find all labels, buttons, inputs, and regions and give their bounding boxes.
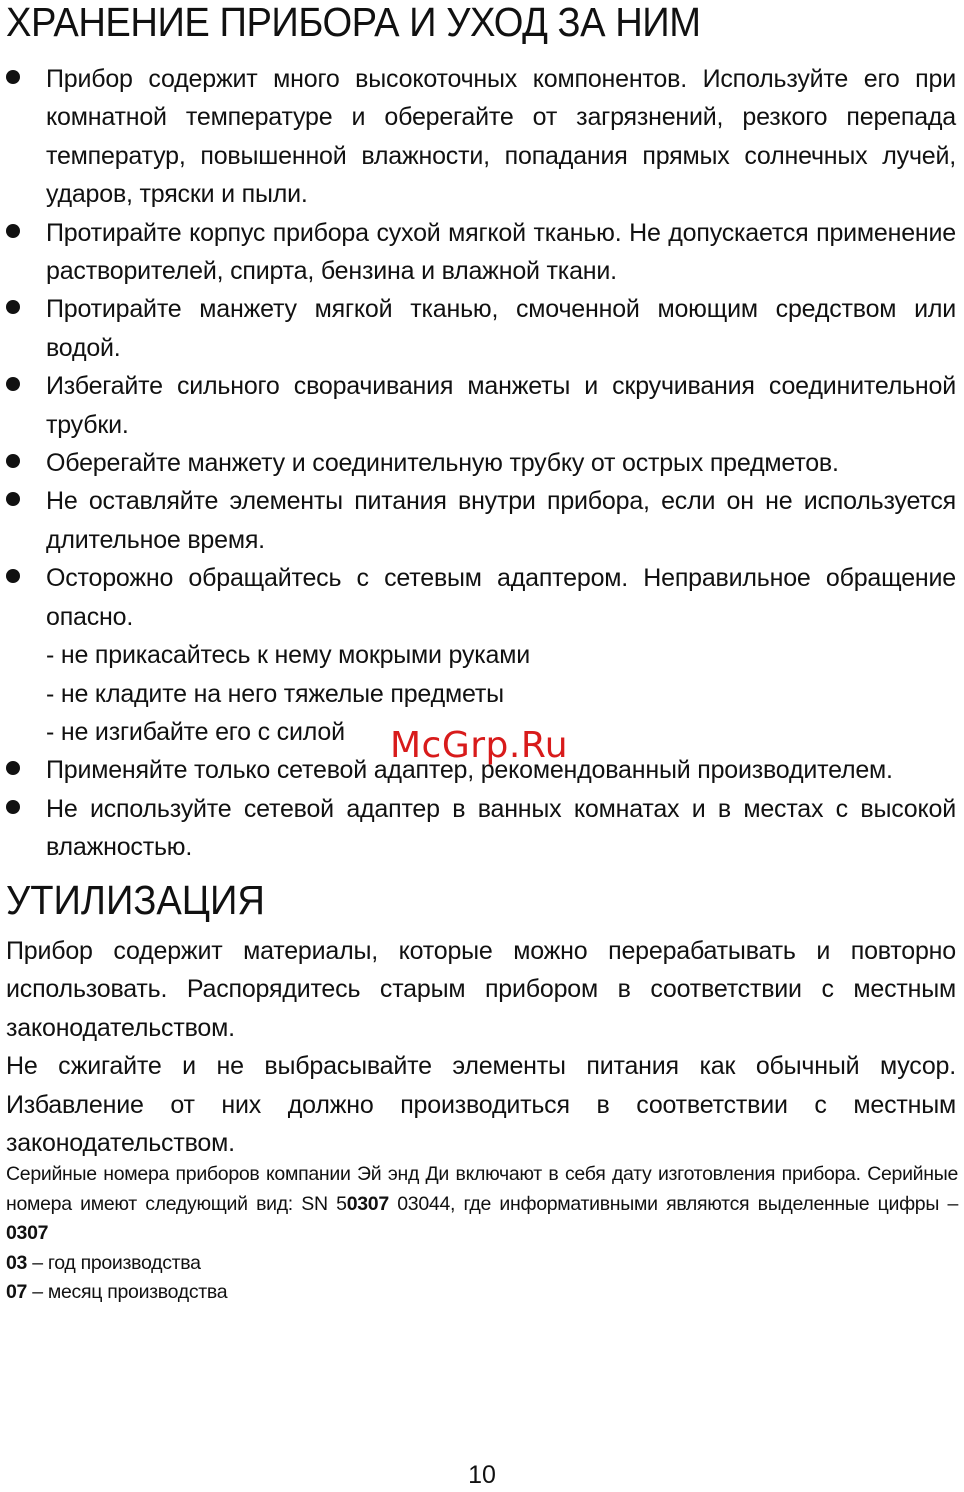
serial-digits-bold: 0307 xyxy=(6,1222,49,1244)
bullet-icon xyxy=(6,300,20,314)
bullet-icon xyxy=(6,761,20,775)
bullet-text: Протирайте корпус прибора сухой мягкой тканью. Не допускается применение растворителей, спирта, бензина и влажной ткани. xyxy=(46,218,956,286)
bullet-text: Прибор содержит много высокоточных компонентов. Используйте его при комнатной температуре и оберегайте от загрязнений, резкого перепада температур, повышенной влажности, попадания прямых солнечных лучей, ударов, тряски и пыли. xyxy=(46,65,956,209)
watermark: McGrp.Ru xyxy=(390,725,569,766)
disposal-paragraph: Не сжигайте и не выбрасывайте элементы питания как обычный мусор. Избавление от них должно производиться в соответствии с местным законодательством. xyxy=(6,1052,956,1158)
bullet-text: Осторожно обращайтесь с сетевым адаптером. Неправильное обращение опасно. xyxy=(46,564,956,631)
list-item xyxy=(0,559,964,636)
bullet-icon xyxy=(6,569,20,583)
list-item xyxy=(0,290,964,367)
disposal-section xyxy=(6,932,956,1162)
bullet-text: Протирайте манжету мягкой тканью, смоченной моющим средством или водой. xyxy=(46,295,956,362)
year-label: – год производства xyxy=(27,1251,201,1274)
bullet-icon xyxy=(6,70,20,84)
list-item xyxy=(0,790,964,867)
bullet-text: Избегайте сильного сворачивания манжеты и скручивания соединительной трубки. xyxy=(46,372,956,439)
bullet-text: Не используйте сетевой адаптер в ванных комнатах и в местах с высокой влажностью. xyxy=(46,794,956,862)
year-line xyxy=(6,1249,958,1279)
year-code: 03 xyxy=(6,1251,28,1274)
bullet-icon xyxy=(6,377,20,391)
month-line xyxy=(6,1278,958,1308)
heading-disposal: УТИЛИЗАЦИЯ xyxy=(6,877,265,923)
bullet-text: Применяйте только сетевой адаптер, рекомендованный производителем. xyxy=(46,756,893,785)
disposal-paragraph: Прибор содержит материалы, которые можно перерабатывать и повторно использовать. Распорядитесь старым прибором в соответствии с местным законодательством. xyxy=(6,937,956,1042)
bullet-text: Оберегайте манжету и соединительную трубку от острых предметов. xyxy=(46,449,839,478)
month-label: – месяц производства xyxy=(27,1281,228,1303)
bullet-text: Не оставляйте элементы питания внутри прибора, если он не используется длительное время. xyxy=(46,487,956,554)
serial-code-rest: 03044, где информативными являются выделенные цифры – xyxy=(388,1192,958,1215)
adapter-subitem: - не изгибайте его с силой xyxy=(46,717,345,746)
list-item xyxy=(0,214,964,291)
list-item xyxy=(0,60,964,214)
heading-storage: ХРАНЕНИЕ ПРИБОРА И УХОД ЗА НИМ xyxy=(6,0,701,45)
serial-number-note xyxy=(6,1160,958,1308)
bullet-icon xyxy=(6,492,20,506)
page-number: 10 xyxy=(468,1461,496,1489)
list-item xyxy=(0,482,964,559)
bullet-icon xyxy=(6,454,20,468)
month-code: 07 xyxy=(6,1281,28,1303)
serial-intro: Серийные номера приборов компании Эй энд Ди включают в себя дату изготовления прибора. Серийные номера имеют следующий вид: SN 5 xyxy=(6,1163,958,1215)
serial-explanation xyxy=(6,1160,958,1249)
bullet-icon xyxy=(6,224,20,238)
serial-code-bold: 0307 xyxy=(346,1192,389,1215)
adapter-subitem: - не прикасайтесь к нему мокрыми руками xyxy=(46,641,531,670)
adapter-subitem: - не кладите на него тяжелые предметы xyxy=(46,679,504,708)
list-item xyxy=(0,367,964,444)
bullet-icon xyxy=(6,800,20,814)
list-item xyxy=(0,444,964,482)
